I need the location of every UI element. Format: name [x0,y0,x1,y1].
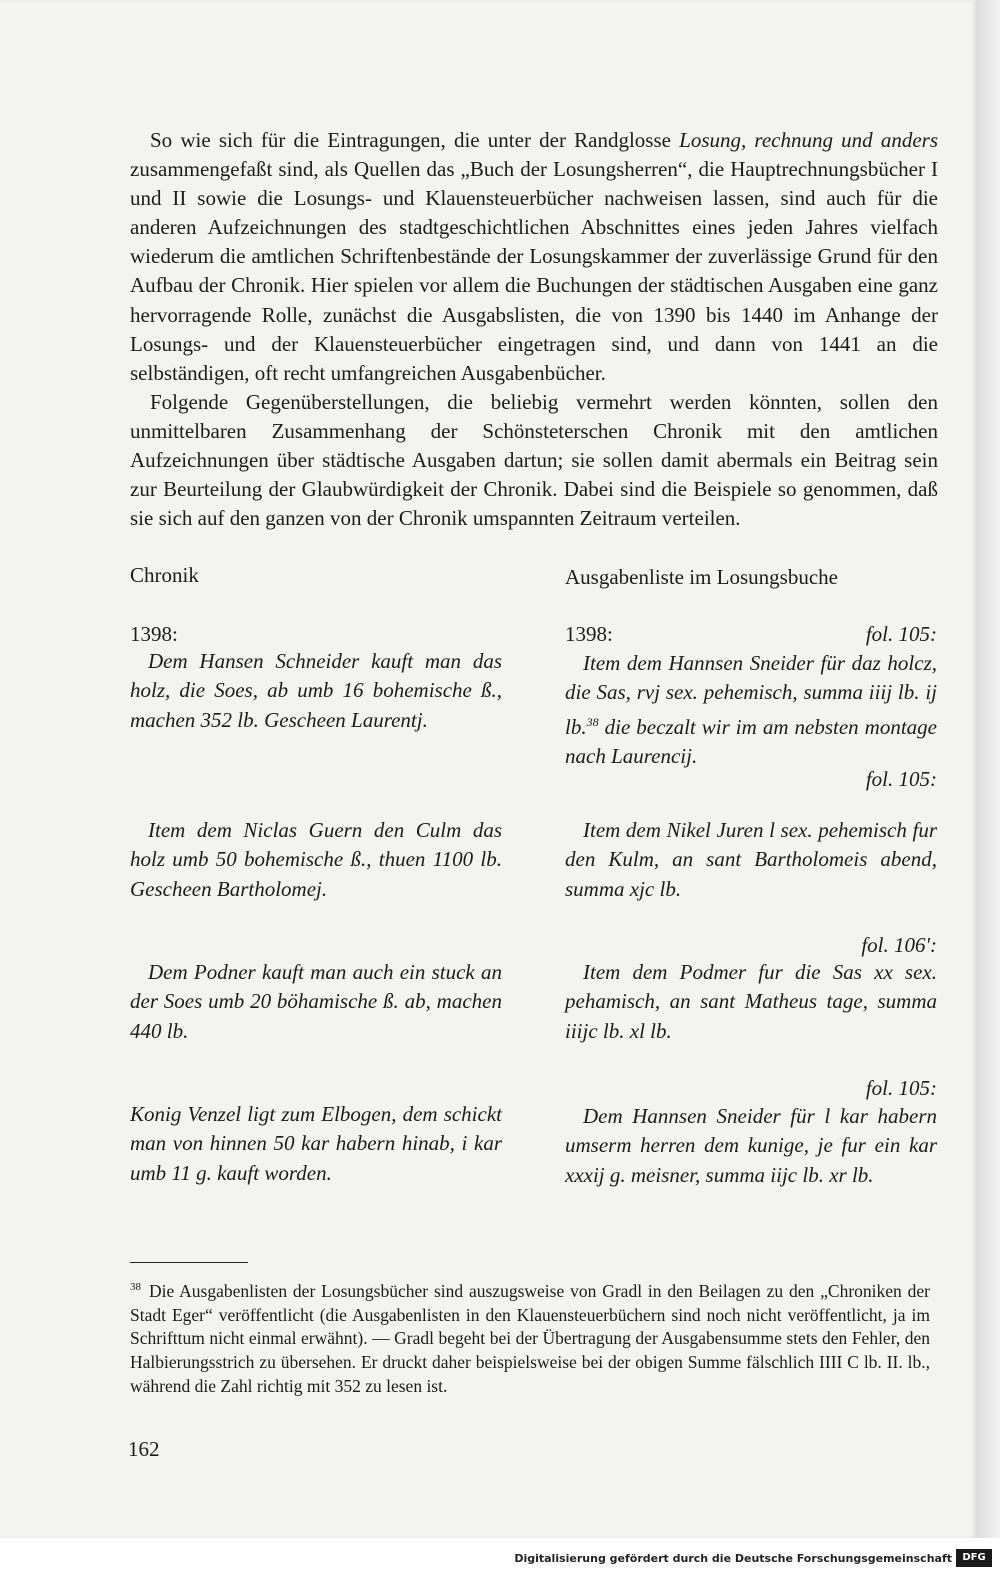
dfg-logo: DFG [956,1549,992,1567]
paragraph-1-text-cont: zusammengefaßt sind, als Quellen das „Buch der Losungsherren“, die Hauptrechnungsbücher I und II sowie die Losungs- und Klauensteuerbücher nachweisen lassen, sind auch für die anderen Aufzeichnungen des stadtgeschichtlichen Abschnittes eines jeden Jahres vielfach wiederum die amtlichen Schriftenbestände der Losungskammer der zuverlässige Grund für den Aufbau der Chronik. Hier spielen vor allem die Buchungen der städtischen Ausgaben eine ganz hervorragende Rolle, zunächst die Ausgabslisten, die von 1390 bis 1440 im Anhange der Losungs- und der Klauensteuerbücher eingetragen sind, und dann von 1441 an die selbständigen, oft recht umfangreichen Ausgabenbücher. [130,157,938,385]
ausgaben-entry-4: Dem Hannsen Sneider für l kar habern umserm herren dem kunige, je fur ein kar xxxij g. meisner, summa iijc lb. xr lb. [565,1104,937,1187]
folio-ref: fol. 105: [865,1076,937,1100]
folio-ref: fol. 105: [865,622,937,646]
left-year: 1398: [130,622,178,646]
folio-ref: fol. 106': [861,933,937,957]
chronik-entry-4: Konig Venzel ligt zum Elbogen, dem schickt man von hinnen 50 kar habern hinab, i kar umb 11 g. kauft worden. [130,1102,502,1185]
page-edge [976,0,1000,1538]
ausgaben-entry-1 [565,649,937,771]
paragraph-1 [130,126,938,388]
right-year-row [565,620,937,649]
footer-credit: Digitalisierung gefördert durch die Deutsche Forschungsgemeinschaft [514,1552,952,1565]
ausgaben-entry-2: Item dem Nikel Juren l sex. pehemisch fur den Kulm, an sant Bartholomeis abend, summa xjc lb. [565,818,937,901]
chronik-entry-3: Dem Podner kauft man auch ein stuck an der Soes umb 20 böhamische ß. ab, machen 440 lb. [130,960,502,1043]
body-text [130,126,938,533]
ausgaben-entry-3: Item dem Podmer fur die Sas xx sex. pehamisch, an sant Matheus tage, summa iiijc lb. xl lb. [565,960,937,1043]
ausgaben-entry-1-text: Item dem Hannsen Sneider für daz holcz, die Sas, rvj sex. pehemisch, summa iiij lb. ij lb. [565,651,937,739]
paragraph-1-text: So wie sich für die Eintragungen, die unter der Randglosse [150,128,680,152]
footnote-marker: 38 [130,1281,141,1293]
footnote [130,1276,930,1398]
folio-ref: fol. 105: [865,767,937,791]
page-number: 162 [128,1437,160,1461]
chronik-entry-1: Dem Hansen Schneider kauft man das holz, die Soes, ab umb 16 bohemische ß., machen 352 lb. Gescheen Laurentj. [130,649,502,732]
ausgaben-entry-1-text-cont: die beczalt wir im am nebsten montage nach Laurencij. [565,714,937,768]
paragraph-2: Folgende Gegenüberstellungen, die beliebig vermehrt werden könnten, sollen den unmittelbaren Zusammenhang der Schönsteterschen Chronik mit den amtlichen Aufzeichnungen über städtische Ausgaben dartun; sie sollen damit abermals ein Beitrag sein zur Beurteilung der Glaubwürdigkeit der Chronik. Dabei sind die Beispiele so genommen, daß sie sich auf den ganzen von der Chronik umspannten Zeitraum verteilen. [130,389,938,531]
footnote-text: Die Ausgabenlisten der Losungsbücher sind auszugsweise von Gradl in den Beilagen zu den „Chroniken der Stadt Eger“ veröffentlicht (die Ausgabenlisten in den Klauensteuerbüchern sind noch nicht veröffentlicht, ja im Schrifttum nicht einmal erwähnt). — Gradl begeht bei der Übertragung der Ausgabensumme stets den Fehler, den Halbierungsstrich zu übersehen. Er druckt daher beispielsweise bei der obigen Summe fälschlich IIII C lb. II. lb., während die Zahl richtig mit 352 zu lesen ist. [130,1280,930,1396]
footnote-ref: 38 [586,714,599,729]
footnote-rule [130,1262,248,1263]
marginal-gloss: Losung, rechnung und anders [679,128,938,152]
left-heading: Chronik [130,563,199,587]
chronik-entry-2: Item dem Niclas Guern den Culm das holz umb 50 bohemische ß., thuen 1100 lb. Gescheen Bartholomej. [130,818,502,901]
right-year: 1398: [565,622,613,646]
right-heading: Ausgabenliste im Losungsbuche [565,565,838,589]
